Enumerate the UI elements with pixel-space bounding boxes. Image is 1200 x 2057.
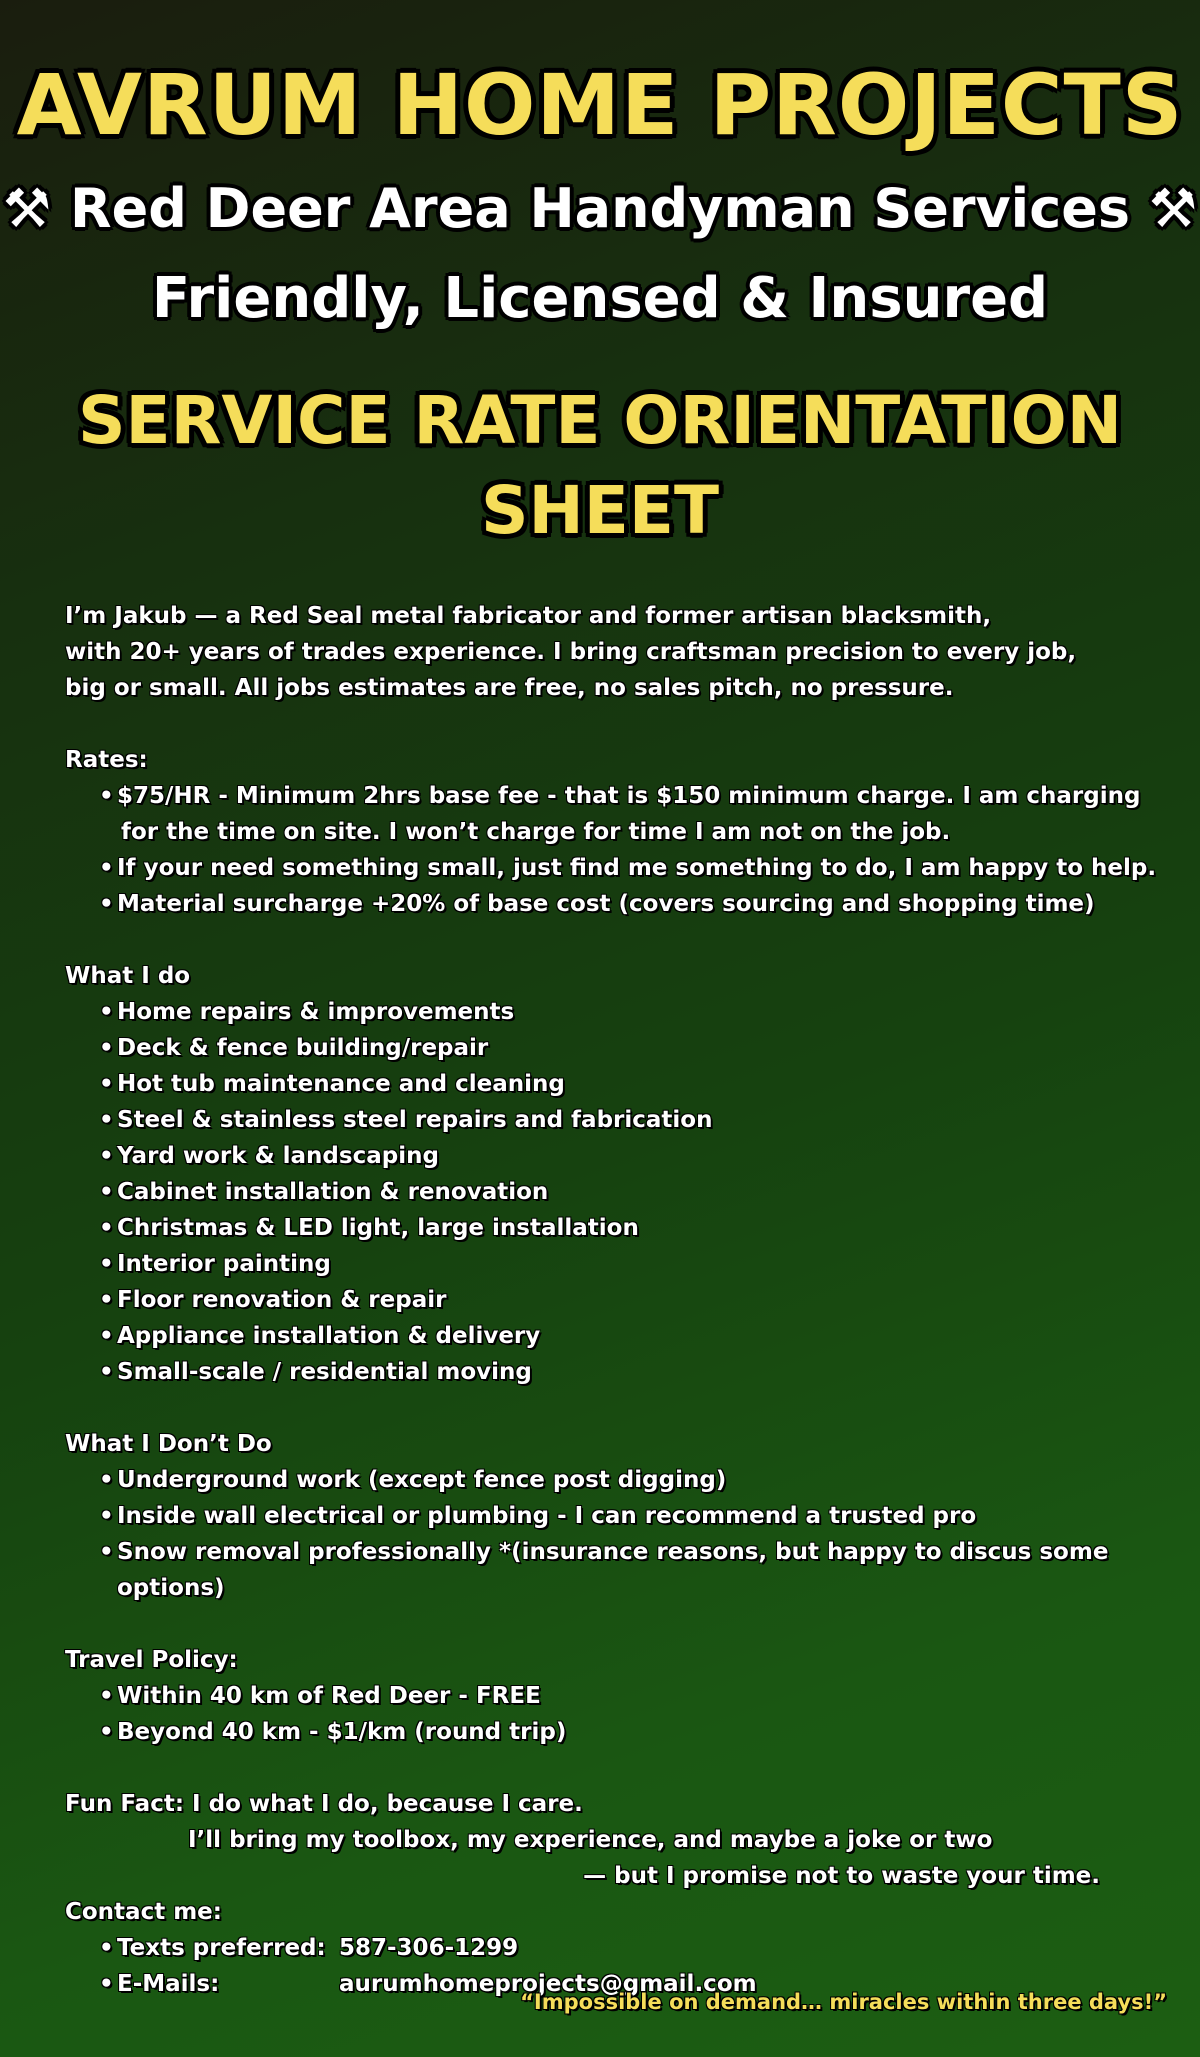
travel-heading: Travel Policy: bbox=[65, 1647, 238, 1673]
what-i-dont-list bbox=[65, 1462, 1175, 1606]
list-item: • Floor renovation & repair bbox=[99, 1282, 1175, 1318]
what-i-do-section bbox=[65, 958, 1175, 1390]
rate-line-continued: for the time on site. I won’t charge for time I am not on the job. bbox=[121, 819, 951, 845]
list-item: • Steel & stainless steel repairs and fabrication bbox=[99, 1102, 1175, 1138]
list-item: • Within 40 km of Red Deer - FREE bbox=[99, 1678, 1175, 1714]
rates-list bbox=[65, 778, 1175, 922]
phone-number: 587-306-1299 bbox=[339, 1935, 519, 1961]
list-item: • Material surcharge +20% of base cost (covers sourcing and shopping time) bbox=[99, 886, 1175, 922]
header bbox=[0, 0, 1200, 556]
fun-fact-line: Fun Fact: I do what I do, because I care. bbox=[65, 1791, 583, 1817]
email-label: E-Mails: bbox=[117, 1971, 220, 1997]
fun-fact-section bbox=[65, 1786, 1175, 1894]
subtitle: ⚒ Red Deer Area Handyman Services ⚒ bbox=[2, 177, 1198, 240]
list-item: • Snow removal professionally *(insurance reasons, but happy to discus some options) bbox=[99, 1534, 1175, 1606]
list-item: • Inside wall electrical or plumbing - I can recommend a trusted pro bbox=[99, 1498, 1175, 1534]
list-item bbox=[99, 778, 1175, 850]
contact-texts bbox=[99, 1930, 1175, 1966]
travel-list bbox=[65, 1678, 1175, 1750]
fun-fact-line: — but I promise not to waste your time. bbox=[583, 1863, 1100, 1889]
list-item: • Appliance installation & delivery bbox=[99, 1318, 1175, 1354]
list-item: • Deck & fence building/repair bbox=[99, 1030, 1175, 1066]
intro-line: with 20+ years of trades experience. I bring craftsman precision to every job, bbox=[65, 639, 1077, 665]
what-i-dont-heading: What I Don’t Do bbox=[65, 1431, 272, 1457]
list-item: • Hot tub maintenance and cleaning bbox=[99, 1066, 1175, 1102]
list-item: • Home repairs & improvements bbox=[99, 994, 1175, 1030]
list-item: • Underground work (except fence post digging) bbox=[99, 1462, 1175, 1498]
rates-heading: Rates: bbox=[65, 747, 148, 773]
intro-line: I’m Jakub — a Red Seal metal fabricator and former artisan blacksmith, bbox=[65, 603, 992, 629]
rate-line: $75/HR - Minimum 2hrs base fee - that is $150 minimum charge. I am charging bbox=[117, 783, 1141, 809]
list-item: • Yard work & landscaping bbox=[99, 1138, 1175, 1174]
intro-line: big or small. All jobs estimates are free, no sales pitch, no pressure. bbox=[65, 675, 954, 701]
list-item: • Christmas & LED light, large installation bbox=[99, 1210, 1175, 1246]
email-address: aurumhomeprojects@gmail.com bbox=[339, 1971, 757, 1997]
list-item: • Interior painting bbox=[99, 1246, 1175, 1282]
tagline: Friendly, Licensed & Insured bbox=[151, 266, 1049, 331]
what-i-dont-section bbox=[65, 1426, 1175, 1606]
texts-label: Texts preferred: bbox=[117, 1935, 326, 1961]
list-item: • If your need something small, just find me something to do, I am happy to help. bbox=[99, 850, 1175, 886]
list-item: • Cabinet installation & renovation bbox=[99, 1174, 1175, 1210]
list-item: • Small-scale / residential moving bbox=[99, 1354, 1175, 1390]
travel-section bbox=[65, 1642, 1175, 1750]
fun-fact-line: I’ll bring my toolbox, my experience, and maybe a joke or two bbox=[188, 1827, 993, 1853]
closing-quote: “Impossible on demand… miracles within three days!” bbox=[520, 1990, 1167, 2014]
main-title: AVRUM HOME PROJECTS bbox=[16, 56, 1184, 154]
list-item: • Beyond 40 km - $1/km (round trip) bbox=[99, 1714, 1175, 1750]
rates-section bbox=[65, 742, 1175, 922]
what-i-do-heading: What I do bbox=[65, 963, 191, 989]
intro-paragraph bbox=[65, 598, 1175, 706]
content bbox=[65, 598, 1175, 2002]
sheet-title: SERVICE RATE ORIENTATION SHEET bbox=[77, 382, 1122, 549]
contact-heading: Contact me: bbox=[65, 1899, 222, 1925]
what-i-do-list bbox=[65, 994, 1175, 1390]
contact-section bbox=[65, 1894, 1175, 2002]
